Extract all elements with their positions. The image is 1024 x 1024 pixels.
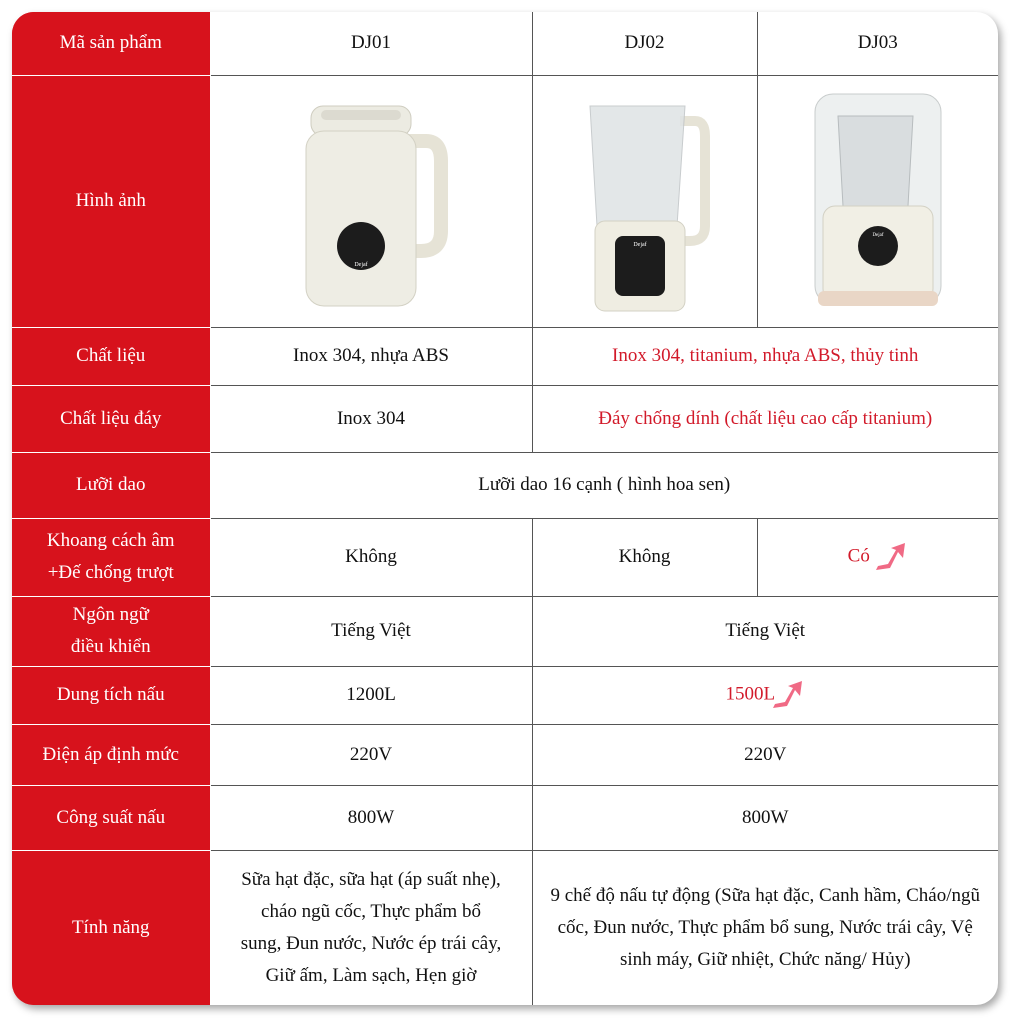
row-capacity xyxy=(12,666,998,724)
comparison-card xyxy=(12,12,998,1005)
label-soundproof-line1: Khoang cách âm xyxy=(46,530,175,551)
soundproof-dj03-cell xyxy=(757,518,998,596)
label-features: Tính năng xyxy=(12,850,210,1005)
label-model: Mã sản phẩm xyxy=(12,12,210,75)
label-power: Công suất nấu xyxy=(12,785,210,850)
capacity-dj01: 1200L xyxy=(210,666,532,724)
base-material-dj01: Inox 304 xyxy=(210,385,532,452)
language-dj01: Tiếng Việt xyxy=(210,596,532,666)
label-language-line1: Ngôn ngữ xyxy=(72,604,149,625)
model-dj01: DJ01 xyxy=(210,12,532,75)
language-dj02-dj03: Tiếng Việt xyxy=(532,596,998,666)
dj01-product-image xyxy=(281,86,461,316)
dj02-product-image xyxy=(570,86,720,316)
voltage-dj01: 220V xyxy=(210,724,532,785)
material-dj02-dj03: Inox 304, titanium, nhựa ABS, thủy tinh xyxy=(532,327,998,385)
dj03-product-image xyxy=(803,86,953,316)
row-model xyxy=(12,12,998,75)
dj01-brand-logo: Dejaf xyxy=(354,262,368,268)
row-base-material xyxy=(12,385,998,452)
image-dj02 xyxy=(532,75,757,327)
capacity-dj02-dj03: 1500L xyxy=(725,683,776,705)
power-dj02-dj03: 800W xyxy=(532,785,998,850)
row-voltage xyxy=(12,724,998,785)
material-dj01: Inox 304, nhựa ABS xyxy=(210,327,532,385)
soundproof-dj03: Có xyxy=(847,545,870,567)
model-dj03: DJ03 xyxy=(757,12,998,75)
row-blade xyxy=(12,452,998,518)
soundproof-dj01: Không xyxy=(210,518,532,596)
up-arrow-icon xyxy=(771,678,805,712)
base-material-dj02-dj03: Đáy chống dính (chất liệu cao cấp titanium) xyxy=(532,385,998,452)
label-language-line2: điều khiển xyxy=(70,636,151,657)
label-material: Chất liệu xyxy=(12,327,210,385)
row-language xyxy=(12,596,998,666)
features-dj01: Sữa hạt đặc, sữa hạt (áp suất nhẹ), cháo ngũ cốc, Thực phẩm bổ sung, Đun nước, Nước ép trái cây, Giữ ấm, Làm sạch, Hẹn giờ xyxy=(210,850,532,1005)
blade-all: Lưỡi dao 16 cạnh ( hình hoa sen) xyxy=(210,452,998,518)
label-voltage: Điện áp định mức xyxy=(12,724,210,785)
row-soundproof xyxy=(12,518,998,596)
power-dj01: 800W xyxy=(210,785,532,850)
capacity-dj02-dj03-cell xyxy=(532,666,998,724)
label-base-material: Chất liệu đáy xyxy=(12,385,210,452)
image-dj03 xyxy=(757,75,998,327)
comparison-table xyxy=(12,12,998,1005)
row-image xyxy=(12,75,998,327)
label-language xyxy=(12,596,210,666)
up-arrow-icon xyxy=(874,540,908,574)
svg-text:Dejaf: Dejaf xyxy=(632,242,647,248)
label-capacity: Dung tích nấu xyxy=(12,666,210,724)
row-power xyxy=(12,785,998,850)
label-image: Hình ảnh xyxy=(12,75,210,327)
label-soundproof xyxy=(12,518,210,596)
voltage-dj02-dj03: 220V xyxy=(532,724,998,785)
svg-text:Dejaf: Dejaf xyxy=(872,233,884,238)
soundproof-dj02: Không xyxy=(532,518,757,596)
model-dj02: DJ02 xyxy=(532,12,757,75)
features-dj02-dj03: 9 chế độ nấu tự động (Sữa hạt đặc, Canh hầm, Cháo/ngũ cốc, Đun nước, Thực phẩm bổ sung, Nước trái cây, Vệ sinh máy, Giữ nhiệt, Chức năng/ Hủy) xyxy=(532,850,998,1005)
image-dj01 xyxy=(210,75,532,327)
row-material xyxy=(12,327,998,385)
label-soundproof-line2: +Đế chống trượt xyxy=(47,562,174,583)
label-blade: Lưỡi dao xyxy=(12,452,210,518)
row-features xyxy=(12,850,998,1005)
